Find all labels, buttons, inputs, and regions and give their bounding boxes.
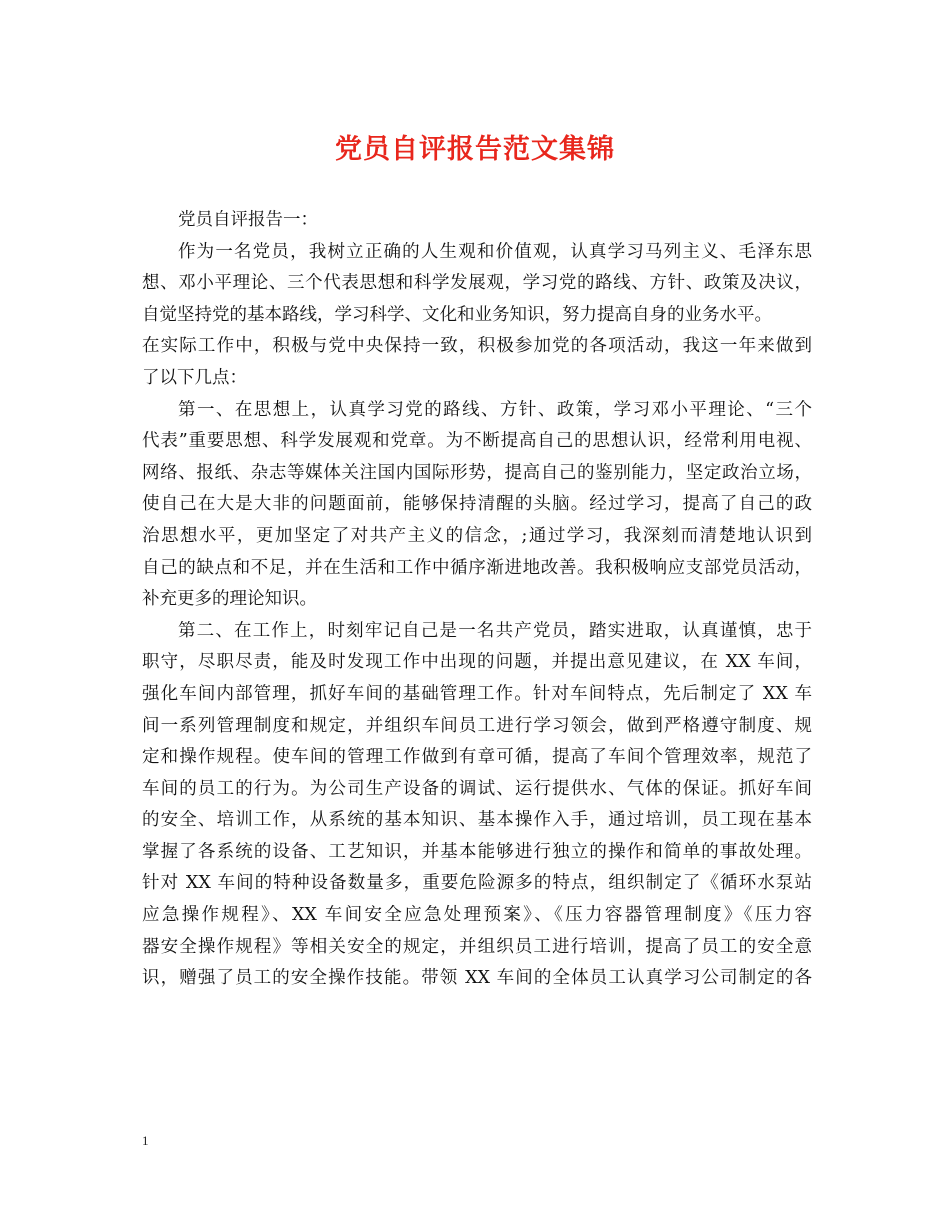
paragraph-line: 强化车间内部管理，抓好车间的基础管理工作。针对车间特点，先后制定了 XX 车: [142, 683, 812, 704]
paragraph-line: 代表”重要思想、科学发展观和党章。为不断提高自己的思想认识，经常利用电视、: [142, 431, 812, 452]
page-number: 1: [142, 1133, 149, 1148]
paragraph-line: 了以下几点：: [142, 367, 247, 388]
paragraph-line: 定和操作规程。使车间的管理工作做到有章可循，提高了车间个管理效率，规范了: [142, 747, 812, 768]
paragraph-line: 作为一名党员，我树立正确的人生观和价值观，认真学习马列主义、毛泽东思: [178, 241, 812, 262]
paragraph-line: 自觉坚持党的基本路线，学习科学、文化和业务知识，努力提高自身的业务水平。: [142, 304, 772, 325]
paragraph-line: 识，赠强了员工的安全操作技能。带领 XX 车间的全体员工认真学习公司制定的各: [142, 968, 812, 989]
paragraph-line: 针对 XX 车间的特种设备数量多，重要危险源多的特点，组织制定了《循环水泵站: [142, 873, 812, 894]
paragraph-line: 第二、在工作上，时刻牢记自己是一名共产党员，踏实进取，认真谨慎，忠于: [178, 620, 812, 641]
paragraph-line: 应急操作规程》、XX 车间安全应急处理预案》、《压力容器管理制度》《压力容: [142, 905, 812, 926]
paragraph-line: 车间的员工的行为。为公司生产设备的调试、运行提供水、气体的保证。抓好车间: [142, 778, 812, 799]
paragraph-line: 自己的缺点和不足，并在生活和工作中循序渐进地改善。我积极响应支部党员活动，: [142, 557, 812, 578]
paragraph-line: 第一、在思想上，认真学习党的路线、方针、政策，学习邓小平理论、“三个: [178, 399, 812, 420]
section-heading: 党员自评报告一：: [178, 210, 318, 230]
paragraph-line: 治思想水平，更加坚定了对共产主义的信念，;通过学习，我深刻而清楚地认识到: [142, 525, 812, 546]
paragraph-line: 使自己在大是大非的问题面前，能够保持清醒的头脑。经过学习，提高了自己的政: [142, 494, 812, 515]
paragraph-line: 间一系列管理制度和规定，并组织车间员工进行学习领会，做到严格遵守制度、规: [142, 715, 812, 736]
paragraph-line: 想、邓小平理论、三个代表思想和科学发展观，学习党的路线、方针、政策及决议，: [142, 273, 812, 294]
paragraph-line: 职守，尽职尽责，能及时发现工作中出现的问题，并提出意见建议，在 XX 车间，: [142, 652, 812, 673]
paragraph-line: 网络、报纸、杂志等媒体关注国内国际形势，提高自己的鉴别能力，坚定政治立场，: [142, 462, 812, 483]
paragraph-line: 补充更多的理论知识。: [142, 589, 317, 610]
document-body: [142, 205, 812, 995]
paragraph-line: 器安全操作规程》等相关安全的规定，并组织员工进行培训，提高了员工的安全意: [142, 936, 812, 957]
paragraph-line: 的安全、培训工作，从系统的基本知识、基本操作入手，通过培训，员工现在基本: [142, 810, 812, 831]
paragraph-line: 掌握了各系统的设备、工艺知识，并基本能够进行独立的操作和简单的事故处理。: [142, 841, 812, 862]
document-title: 党员自评报告范文集锦: [335, 134, 615, 165]
paragraph-line: 在实际工作中，积极与党中央保持一致，积极参加党的各项活动，我这一年来做到: [142, 336, 812, 357]
